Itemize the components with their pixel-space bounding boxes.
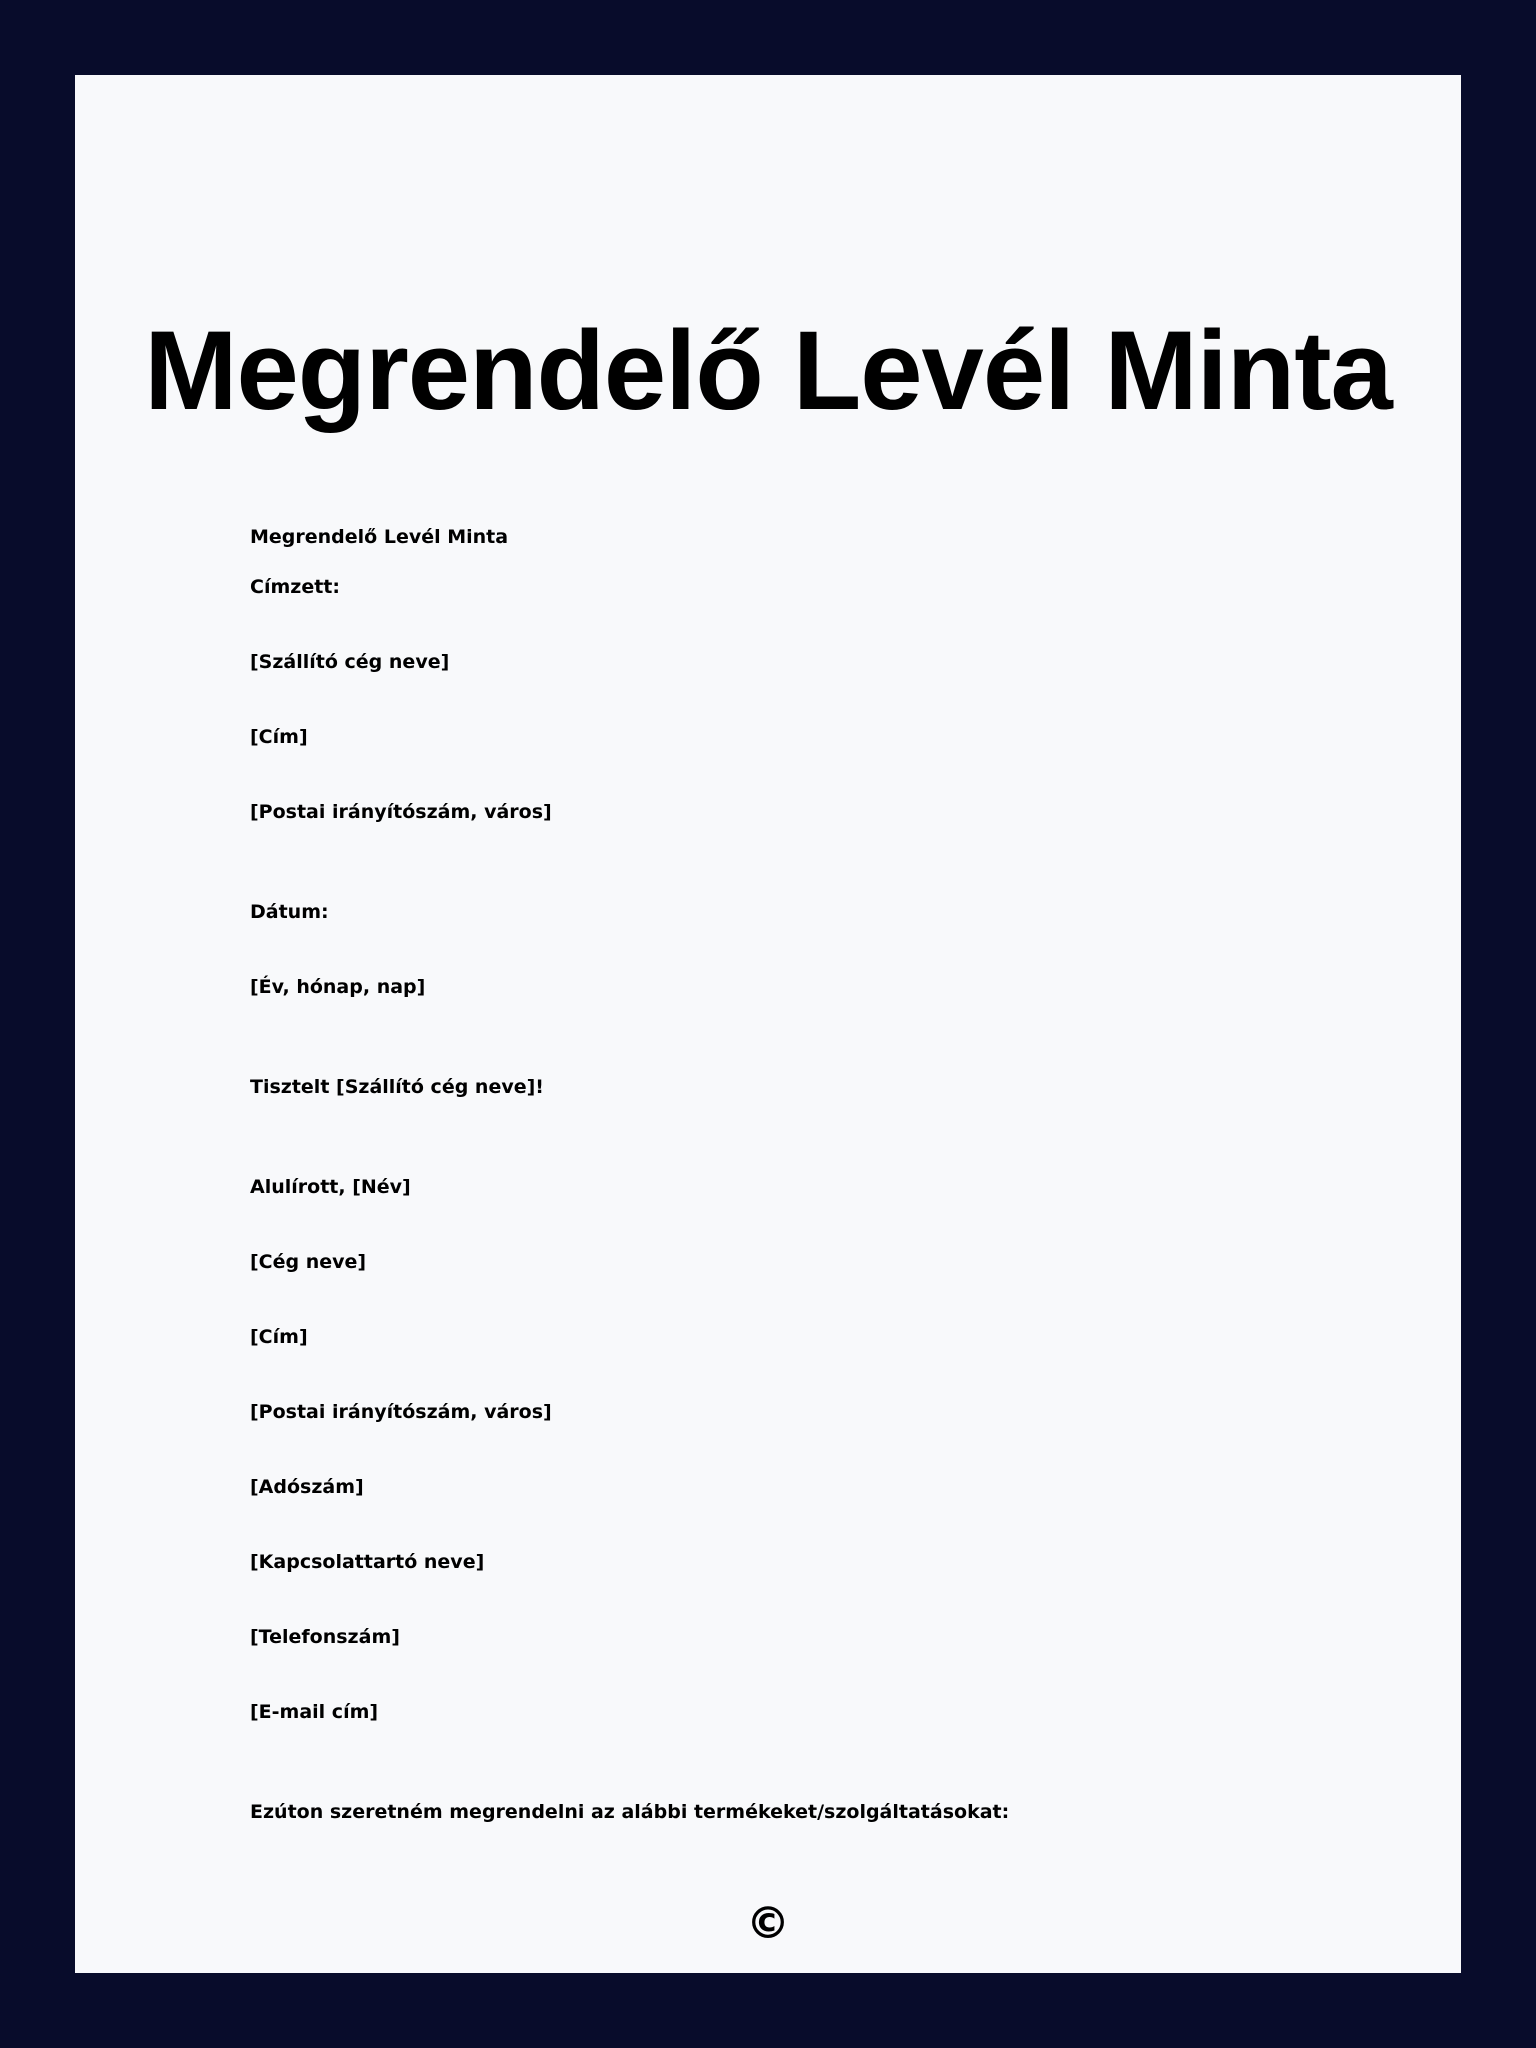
salutation: Tisztelt [Szállító cég neve]! [250,1076,544,1098]
company-postal-city: [Postai irányítószám, város] [250,1401,552,1423]
contact-name: [Kapcsolattartó neve] [250,1551,485,1573]
recipient-label: Címzett: [250,576,340,598]
page-title: Megrendelő Levél Minta [144,308,1392,433]
supplier-address: [Cím] [250,726,308,748]
company-name: [Cég neve] [250,1251,367,1273]
undersigned-name: Alulírott, [Név] [250,1176,411,1198]
phone-number: [Telefonszám] [250,1626,400,1648]
document-page [75,75,1461,1973]
date-value: [Év, hónap, nap] [250,976,426,998]
order-intro: Ezúton szeretném megrendelni az alábbi termékeket/szolgáltatásokat: [250,1801,1010,1823]
date-label: Dátum: [250,901,329,923]
email-address: [E-mail cím] [250,1701,379,1723]
supplier-name: [Szállító cég neve] [250,651,450,673]
supplier-postal-city: [Postai irányítószám, város] [250,801,552,823]
copyright-icon: © [746,1898,790,1949]
letter-subtitle: Megrendelő Levél Minta [250,526,509,548]
tax-number: [Adószám] [250,1476,364,1498]
company-address: [Cím] [250,1326,308,1348]
